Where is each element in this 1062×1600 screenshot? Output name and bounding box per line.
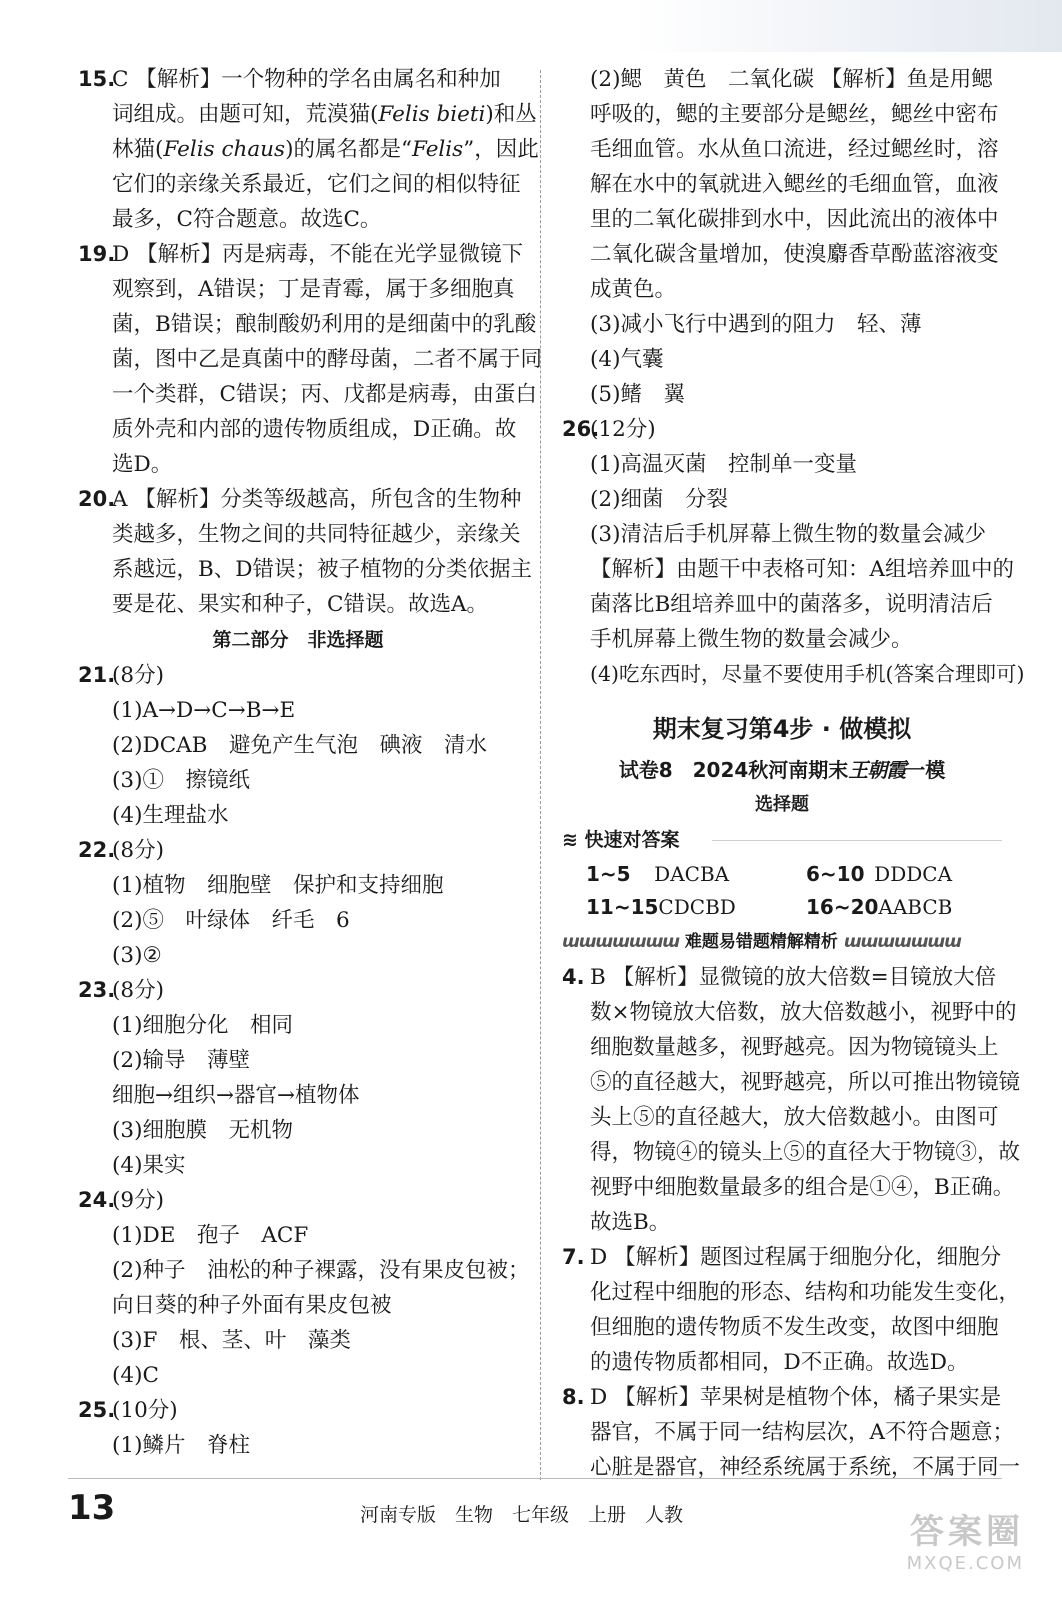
text-line: 手机屏幕上微生物的数量会减少。 bbox=[590, 627, 913, 652]
question-21 bbox=[78, 658, 518, 833]
question-23 bbox=[78, 973, 518, 1183]
text-line: (1)鳞片 脊柱 bbox=[112, 1433, 250, 1458]
text-line: 毛细血管。水从鱼口流进，经过鳃丝时，溶 bbox=[590, 137, 999, 162]
text-line: 呼吸的，鳃的主要部分是鳃丝，鳃丝中密布 bbox=[590, 102, 999, 127]
column-divider bbox=[540, 70, 541, 1480]
text-span: )和丛 bbox=[485, 102, 537, 127]
right-column bbox=[562, 62, 1025, 1485]
text-span: DDDCA bbox=[874, 862, 953, 886]
text-line bbox=[78, 132, 539, 167]
text-span: (8分) bbox=[112, 663, 164, 688]
text-line: 心脏是器官，神经系统属于系统，不属于同一 bbox=[590, 1455, 1021, 1480]
text-span: A 【解析】分类等级越高，所包含的生物种 bbox=[112, 487, 522, 512]
text-line: (3)① 擦镜纸 bbox=[112, 768, 250, 793]
text-span: AABCB bbox=[878, 895, 953, 919]
text-line: 【解析】由题干中表格可知：A组培养皿中的 bbox=[590, 557, 1015, 582]
text-line: (5)鳍 翼 bbox=[590, 382, 685, 407]
text-line: 化过程中细胞的形态、结构和功能发生变化， bbox=[590, 1280, 1021, 1305]
text-span: 23. bbox=[78, 978, 116, 1002]
text-span: 19. bbox=[78, 242, 116, 266]
text-line: 细胞数量越多，视野越亮。因为物镜镜头上 bbox=[590, 1035, 999, 1060]
text-span: 难题易错题精解精析 bbox=[684, 932, 838, 952]
header-decoration bbox=[632, 0, 1062, 52]
text-line: (2)输导 薄壁 bbox=[112, 1048, 250, 1073]
text-line: 视野中细胞数量最多的组合是①④，B正确。 bbox=[590, 1175, 1015, 1200]
answer-row bbox=[562, 891, 1002, 924]
text-line: 头上⑤的直径越大，放大倍数越小。由图可 bbox=[590, 1105, 999, 1130]
text-line bbox=[562, 1240, 1002, 1275]
text-line: 类越多，生物之间的共同特征越少，亲缘关 bbox=[112, 522, 521, 547]
wave-decoration-icon: ɯɯɯɯɯɯɯ bbox=[562, 932, 679, 952]
text-line: (2)DCAB 避免产生气泡 碘液 清水 bbox=[112, 733, 487, 758]
question-15 bbox=[78, 62, 539, 237]
text-line bbox=[78, 1393, 518, 1428]
text-span: (8分) bbox=[112, 838, 164, 863]
text-line: (1)植物 细胞壁 保护和支持细胞 bbox=[112, 873, 444, 898]
text-line: (2)鳃 黄色 二氧化碳 【解析】鱼是用鳃 bbox=[590, 67, 993, 92]
question-26 bbox=[562, 412, 1025, 692]
text-span: 16~20 bbox=[806, 895, 879, 919]
question-25 bbox=[78, 1393, 518, 1463]
question-19 bbox=[78, 237, 543, 482]
text-line: 细胞→组织→器官→植物体 bbox=[112, 1083, 360, 1108]
signature-logo: 王朝霞 bbox=[848, 758, 906, 782]
text-line: (1)A→D→C→B→E bbox=[112, 698, 296, 723]
text-line bbox=[562, 412, 1002, 447]
text-line bbox=[562, 1380, 1002, 1415]
text-line bbox=[78, 237, 524, 272]
text-span: 15. bbox=[78, 67, 116, 91]
text-span: 一模 bbox=[905, 758, 946, 782]
text-line: 菌，B错误；酿制酸奶利用的是细菌中的乳酸 bbox=[112, 312, 537, 337]
text-line bbox=[78, 97, 537, 132]
text-span: (8分) bbox=[112, 978, 164, 1003]
text-line: 系越远，B、D错误；被子植物的分类依据主 bbox=[112, 557, 533, 582]
text-span: 21. bbox=[78, 663, 116, 687]
choice-title: 选择题 bbox=[755, 794, 809, 815]
section-title: 期末复习第4步 · 做模拟 bbox=[652, 715, 912, 743]
text-line: 选D。 bbox=[112, 452, 173, 477]
text-line bbox=[78, 833, 518, 868]
left-column bbox=[78, 62, 543, 1463]
text-line: 解在水中的氧就进入鳃丝的毛细血管，血液 bbox=[590, 172, 999, 197]
text-span: 22. bbox=[78, 838, 116, 862]
text-span: 6~10 bbox=[806, 862, 865, 886]
text-line: 菌，图中乙是真菌中的酵母菌，二者不属于同 bbox=[112, 347, 543, 372]
text-line: 观察到，A错误；丁是青霉，属于多细胞真 bbox=[112, 277, 515, 302]
text-line: (3)F 根、茎、叶 藻类 bbox=[112, 1328, 351, 1353]
text-line: (2)⑤ 叶绿体 纤毛 6 bbox=[112, 908, 350, 933]
text-span: D 【解析】题图过程属于细胞分化，细胞分 bbox=[590, 1245, 1002, 1270]
text-line: 质外壳和内部的遗传物质组成，D正确。故 bbox=[112, 417, 517, 442]
text-span: DACBA bbox=[654, 862, 730, 886]
text-span: 24. bbox=[78, 1188, 116, 1212]
text-span: 11~15 bbox=[586, 895, 659, 919]
text-span: Felis chaus bbox=[163, 137, 286, 162]
text-line: (3)② bbox=[112, 943, 162, 968]
text-span: 20. bbox=[78, 487, 116, 511]
question-24 bbox=[78, 1183, 530, 1393]
text-span: 8. bbox=[562, 1385, 585, 1409]
text-span: CDCBD bbox=[658, 895, 736, 919]
answer-row bbox=[562, 858, 1002, 891]
text-span: 7. bbox=[562, 1245, 585, 1269]
text-line: 的遗传物质都相同，D不正确。故选D。 bbox=[590, 1350, 969, 1375]
text-line: (4)吃东西时，尽量不要使用手机(答案合理即可) bbox=[590, 662, 1025, 686]
text-line: ⑤的直径越大，视野越亮，所以可推出物镜镜 bbox=[590, 1070, 1021, 1095]
text-span: 26. bbox=[562, 417, 600, 441]
text-line bbox=[78, 973, 518, 1008]
question-8 bbox=[562, 1380, 1021, 1485]
text-line: 但细胞的遗传物质不发生改变，故图中细胞 bbox=[590, 1315, 999, 1340]
text-line bbox=[78, 1183, 518, 1218]
text-line: (4)C bbox=[112, 1363, 159, 1388]
text-span: B 【解析】显微镜的放大倍数=目镜放大倍 bbox=[590, 965, 997, 990]
text-span: 4. bbox=[562, 965, 585, 989]
text-span: D 【解析】苹果树是植物个体，橘子果实是 bbox=[590, 1385, 1002, 1410]
text-line: 向日葵的种子外面有果皮包被 bbox=[112, 1293, 392, 1318]
text-span: 快速对答案 bbox=[584, 829, 680, 851]
text-span: Felis bieti bbox=[378, 102, 486, 127]
text-line bbox=[78, 482, 522, 517]
text-line: 故选B。 bbox=[590, 1210, 671, 1235]
text-line: 要是花、果实和种子，C错误。故选A。 bbox=[112, 592, 488, 617]
text-span: )的属名都是“ bbox=[285, 137, 412, 162]
text-span: (12分) bbox=[590, 417, 656, 442]
text-line: 器官，不属于同一结构层次，A不符合题意； bbox=[590, 1420, 1015, 1445]
text-line bbox=[78, 62, 518, 97]
question-20 bbox=[78, 482, 533, 622]
text-line: (1)高温灭菌 控制单一变量 bbox=[590, 452, 857, 477]
text-line: (1)DE 孢子 ACF bbox=[112, 1223, 309, 1248]
text-span: 试卷8 2024秋河南期末 bbox=[618, 758, 849, 782]
text-line: (2)细菌 分裂 bbox=[590, 487, 728, 512]
text-line: (3)减小飞行中遇到的阻力 轻、薄 bbox=[590, 312, 922, 337]
text-line: (3)细胞膜 无机物 bbox=[112, 1118, 293, 1143]
watermark-logo: 答案圈 MXQE.COM bbox=[906, 1512, 1024, 1574]
hard-problems-header bbox=[562, 924, 1002, 960]
question-4 bbox=[562, 960, 1021, 1240]
text-line: 一个类群，C错误；丙、戊都是病毒，由蛋白 bbox=[112, 382, 537, 407]
text-span: ”，因此 bbox=[463, 137, 539, 162]
text-line: 成黄色。 bbox=[590, 277, 677, 302]
text-line: 里的二氧化碳排到水中，因此流出的液体中 bbox=[590, 207, 999, 232]
page-number: 13 bbox=[68, 1488, 116, 1528]
paper-title bbox=[562, 752, 1002, 788]
text-span: 25. bbox=[78, 1398, 116, 1422]
text-line: (4)生理盐水 bbox=[112, 803, 229, 828]
text-line: 它们的亲缘关系最近，它们之间的相似特征 bbox=[112, 172, 521, 197]
wave-icon: ≋ bbox=[562, 829, 578, 851]
text-span: Felis bbox=[411, 137, 464, 162]
text-span: D 【解析】丙是病毒，不能在光学显微镜下 bbox=[112, 242, 524, 267]
text-line: 二氧化碳含量增加，使溴麝香草酚蓝溶液变 bbox=[590, 242, 999, 267]
text-line: (1)细胞分化 相同 bbox=[112, 1013, 293, 1038]
text-line: 菌落比B组培养皿中的菌落多，说明清洁后 bbox=[590, 592, 993, 617]
question-22 bbox=[78, 833, 518, 973]
text-line: (2)种子 油松的种子裸露，没有果皮包被； bbox=[112, 1258, 530, 1283]
text-line: (3)清洁后手机屏幕上微生物的数量会减少 bbox=[590, 522, 986, 547]
question-25-continued bbox=[562, 62, 1002, 412]
text-line bbox=[562, 960, 1002, 995]
text-span: C 【解析】一个物种的学名由属名和种加 bbox=[112, 67, 501, 92]
text-line: (4)果实 bbox=[112, 1153, 186, 1178]
text-span bbox=[712, 840, 1002, 841]
text-line: 得，物镜④的镜头上⑤的直径大于物镜③，故 bbox=[590, 1140, 1021, 1165]
text-line: 数×物镜放大倍数，放大倍数越小，视野中的 bbox=[590, 1000, 1017, 1025]
text-line: 最多，C符合题意。故选C。 bbox=[112, 207, 382, 232]
text-span: 1~5 bbox=[586, 862, 631, 886]
quick-answers-header bbox=[562, 822, 1002, 858]
text-line: (4)气囊 bbox=[590, 347, 664, 372]
wave-decoration-icon: ɯɯɯɯɯɯɯ bbox=[843, 932, 961, 952]
text-span: 词组成。由题可知，荒漠猫( bbox=[112, 102, 379, 127]
part-two-title: 第二部分 非选择题 bbox=[212, 629, 384, 651]
text-line bbox=[78, 658, 518, 693]
text-span: (10分) bbox=[112, 1398, 178, 1423]
footer-text: 河南专版 生物 七年级 上册 人教 bbox=[360, 1504, 684, 1526]
question-7 bbox=[562, 1240, 1021, 1380]
text-span: (9分) bbox=[112, 1188, 164, 1213]
footer-rule bbox=[68, 1478, 1002, 1479]
text-span: 林猫( bbox=[112, 137, 164, 162]
